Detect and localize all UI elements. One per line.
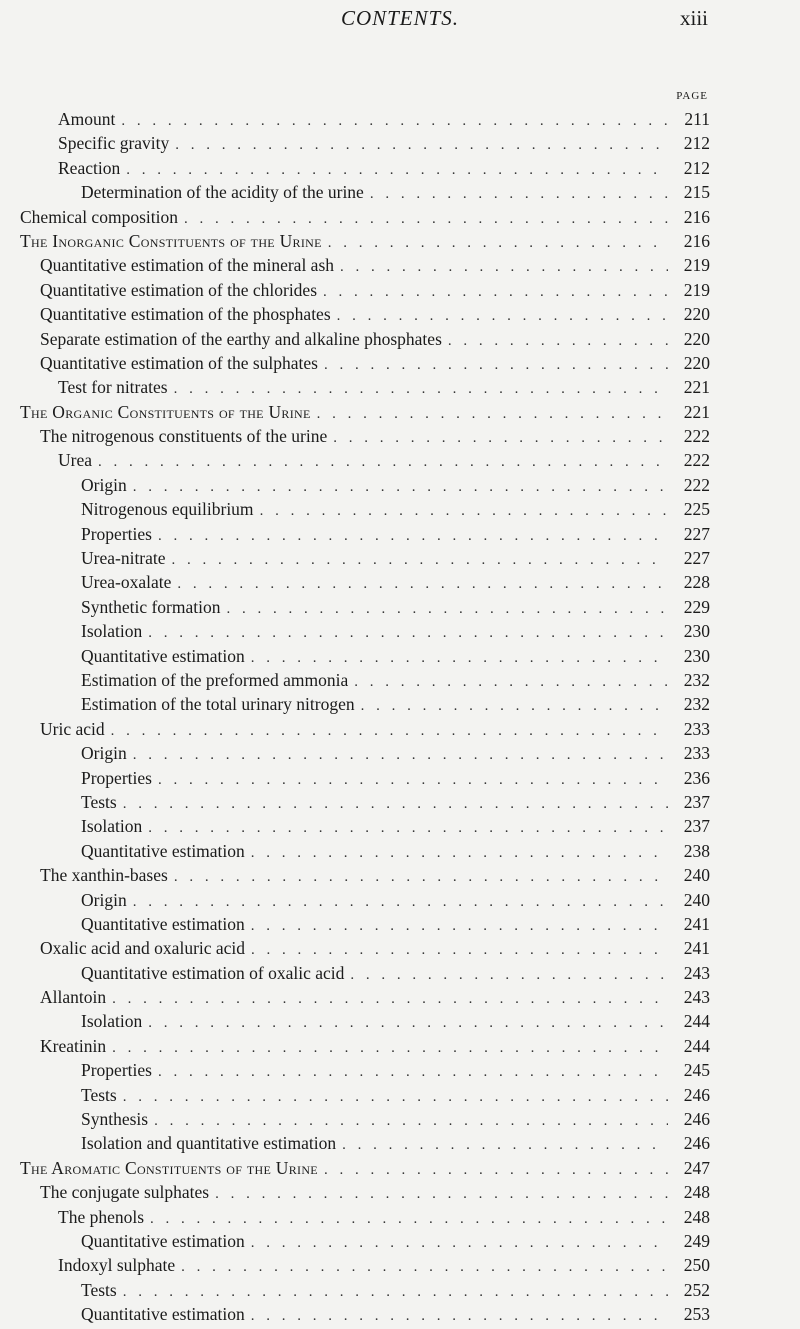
toc-entry-page: 240 <box>683 889 710 910</box>
toc-entry-page: 237 <box>683 816 710 837</box>
toc-entry-title: Kreatinin <box>40 1035 107 1056</box>
toc-entry-page: 243 <box>683 987 710 1008</box>
toc-entry-page: 227 <box>683 523 710 544</box>
dot-leader <box>123 1280 668 1304</box>
toc-entry-title: Properties <box>81 767 152 788</box>
toc-entry <box>20 961 710 985</box>
toc-entry-page: 253 <box>683 1304 710 1325</box>
dot-leader <box>251 938 668 962</box>
toc-entry-page: 247 <box>683 1157 710 1178</box>
toc-entry-title: The phenols <box>58 1206 145 1227</box>
toc-entry-page: 244 <box>683 1035 710 1056</box>
toc-entry-title: Isolation <box>81 621 143 642</box>
dot-leader <box>148 621 668 645</box>
dot-leader <box>260 499 668 523</box>
toc-entry-title: Quantitative estimation <box>81 840 245 861</box>
toc-entry <box>20 1253 710 1277</box>
dot-leader <box>337 304 668 328</box>
dot-leader <box>227 597 669 621</box>
toc-entry <box>20 1131 710 1155</box>
toc-entry <box>20 766 710 790</box>
toc-entry <box>20 375 710 399</box>
toc-entry-title: The conjugate sulphates <box>40 1182 210 1203</box>
dot-leader <box>340 255 668 279</box>
toc-entry-title: Quantitative estimation of the mineral ash <box>40 255 335 276</box>
toc-entry-page: 228 <box>683 572 710 593</box>
dot-leader <box>158 524 668 548</box>
toc-entry <box>20 936 710 960</box>
toc-entry-title: Quantitative estimation of the chlorides <box>40 279 318 300</box>
toc-entry-title: The Aromatic Constituents of the Urine <box>20 1157 318 1178</box>
toc-entry-page: 240 <box>683 865 710 886</box>
toc-entry <box>20 351 710 375</box>
toc-entry <box>20 1107 710 1131</box>
toc-entry <box>20 180 710 204</box>
toc-entry-title: Origin <box>81 889 127 910</box>
dot-leader <box>123 792 668 816</box>
toc-entry-title: Quantitative estimation <box>81 1230 245 1251</box>
toc-entry-title: Origin <box>81 743 127 764</box>
toc-entry-page: 221 <box>683 401 710 422</box>
toc-entry-page: 211 <box>684 109 710 129</box>
toc-entry-page: 220 <box>683 304 710 325</box>
dot-leader <box>154 1109 668 1133</box>
toc-entry <box>20 546 710 570</box>
dot-leader <box>133 475 668 499</box>
dot-leader <box>174 865 668 889</box>
dot-leader <box>215 1182 668 1206</box>
page-header <box>0 6 800 40</box>
toc-entry <box>20 131 710 155</box>
toc-entry <box>20 985 710 1009</box>
toc-entry-title: Tests <box>81 1279 117 1300</box>
toc-entry-title: Nitrogenous equilibrium <box>81 499 254 520</box>
toc-entry-title: Isolation <box>81 1011 143 1032</box>
toc-entry <box>20 790 710 814</box>
toc-entry-title: Isolation <box>81 816 143 837</box>
toc-entry <box>20 424 710 448</box>
dot-leader <box>251 1231 668 1255</box>
toc-entry-title: Reaction <box>58 157 121 178</box>
dot-leader <box>251 1304 668 1328</box>
toc-entry-title: Chemical composition <box>20 206 178 227</box>
dot-leader <box>126 158 668 182</box>
dot-leader <box>133 743 668 767</box>
toc-entry-page: 230 <box>683 645 710 666</box>
toc-entry-title: Quantitative estimation of the sulphates <box>40 352 318 373</box>
toc-entry-title: Quantitative estimation of the phosphates <box>40 304 331 325</box>
dot-leader <box>174 377 668 401</box>
toc-entry-title: Isolation and quantitative estimation <box>81 1133 337 1154</box>
toc-entry-page: 241 <box>683 913 710 934</box>
running-title: CONTENTS. <box>340 6 460 30</box>
toc-entry-title: Uric acid <box>40 718 105 739</box>
dot-leader <box>251 646 668 670</box>
toc-entry-page: 219 <box>683 279 710 300</box>
toc-entry <box>20 107 710 131</box>
toc-entry <box>20 400 710 424</box>
toc-entry-page: 248 <box>683 1182 710 1203</box>
toc-entry <box>20 595 710 619</box>
toc-entry-title: Specific gravity <box>58 133 170 154</box>
dot-leader <box>324 353 668 377</box>
toc-entry <box>20 1180 710 1204</box>
dot-leader <box>342 1133 668 1157</box>
toc-entry <box>20 1229 710 1253</box>
toc-entry-page: 252 <box>683 1279 710 1300</box>
toc-entry-page: 227 <box>683 548 710 569</box>
toc-entry-title: Allantoin <box>40 987 107 1008</box>
toc-entry-title: Tests <box>81 1084 117 1105</box>
toc-entry <box>20 1083 710 1107</box>
toc-entry-page: 216 <box>683 206 710 227</box>
toc-entry-title: Test for nitrates <box>58 377 168 398</box>
toc-entry-page: 225 <box>683 499 710 520</box>
toc-entry <box>20 1009 710 1033</box>
toc-entry <box>20 741 710 765</box>
toc-entry-page: 244 <box>683 1011 710 1032</box>
toc-entry-title: Quantitative estimation <box>81 913 245 934</box>
dot-leader <box>111 719 668 743</box>
dot-leader <box>324 1158 668 1182</box>
toc-entry-title: Urea-nitrate <box>81 548 166 569</box>
toc-entry-page: 232 <box>683 694 710 715</box>
dot-leader <box>123 1085 668 1109</box>
toc-entry-title: Urea-oxalate <box>81 572 172 593</box>
dot-leader <box>121 109 668 133</box>
toc-entry-title: Properties <box>81 523 152 544</box>
toc-entry <box>20 692 710 716</box>
toc-entry-page: 222 <box>683 450 710 471</box>
dot-leader <box>181 1255 668 1279</box>
toc-entry <box>20 814 710 838</box>
toc-entry <box>20 619 710 643</box>
dot-leader <box>317 402 668 426</box>
toc-entry-page: 243 <box>683 962 710 983</box>
toc-entry-title: Estimation of the total urinary nitrogen <box>81 694 355 715</box>
dot-leader <box>175 133 668 157</box>
toc-entry-title: Quantitative estimation <box>81 1304 245 1325</box>
toc-entry-page: 246 <box>683 1084 710 1105</box>
toc-entry-title: Determination of the acidity of the urine <box>81 182 364 203</box>
toc-entry <box>20 839 710 863</box>
toc-entry <box>20 497 710 521</box>
toc-entry-page: 229 <box>683 596 710 617</box>
toc-entry <box>20 912 710 936</box>
toc-entry-page: 215 <box>683 182 710 203</box>
toc-entry <box>20 1034 710 1058</box>
page-column-label: PAGE <box>676 90 708 102</box>
toc-entry-title: The Organic Constituents of the Urine <box>20 401 311 422</box>
toc-entry-title: Quantitative estimation of oxalic acid <box>81 962 345 983</box>
toc-entry <box>20 473 710 497</box>
toc-entry-page: 216 <box>683 230 710 251</box>
toc-entry-page: 245 <box>683 1060 710 1081</box>
dot-leader <box>370 182 668 206</box>
toc-entry-title: Tests <box>81 791 117 812</box>
toc-entry-page: 221 <box>683 377 710 398</box>
toc-entry <box>20 1278 710 1302</box>
dot-leader <box>177 572 668 596</box>
toc-entry-page: 212 <box>683 133 710 154</box>
toc-entry-page: 212 <box>683 157 710 178</box>
toc-entry <box>20 205 710 229</box>
dot-leader <box>158 1060 668 1084</box>
toc-entry-title: Synthesis <box>81 1109 149 1130</box>
toc-entry-page: 232 <box>683 669 710 690</box>
dot-leader <box>98 450 668 474</box>
dot-leader <box>448 329 668 353</box>
toc-entry-page: 237 <box>683 791 710 812</box>
dot-leader <box>150 1207 668 1231</box>
page-folio: xiii <box>679 6 708 30</box>
toc-entry-page: 249 <box>683 1230 710 1251</box>
toc-entry <box>20 668 710 692</box>
toc-entry <box>20 1156 710 1180</box>
toc-entry <box>20 1205 710 1229</box>
toc-entry-page: 238 <box>683 840 710 861</box>
toc-entry-title: The nitrogenous constituents of the urine <box>40 426 328 447</box>
toc-entry-page: 220 <box>683 352 710 373</box>
toc-entry-title: Amount <box>58 109 116 129</box>
toc-entry <box>20 1302 710 1326</box>
toc-entry <box>20 253 710 277</box>
toc-entry <box>20 863 710 887</box>
toc-entry-title: Separate estimation of the earthy and alkaline phosphates <box>40 328 442 349</box>
toc-entry <box>20 644 710 668</box>
toc-entry-title: Origin <box>81 474 127 495</box>
toc-entry-title: The xanthin-bases <box>40 865 168 886</box>
toc-entry <box>20 448 710 472</box>
toc-entry <box>20 717 710 741</box>
dot-leader <box>172 548 668 572</box>
toc-entry <box>20 1058 710 1082</box>
toc-entry <box>20 302 710 326</box>
toc-entry-page: 250 <box>683 1255 710 1276</box>
toc-entry-title: Urea <box>58 450 93 471</box>
toc-entry <box>20 327 710 351</box>
toc-entry-title: Oxalic acid and oxaluric acid <box>40 938 246 959</box>
dot-leader <box>112 1036 668 1060</box>
toc-entry <box>20 570 710 594</box>
toc-entry-title: Synthetic formation <box>81 596 221 617</box>
dot-leader <box>361 694 668 718</box>
dot-leader <box>251 841 668 865</box>
dot-leader <box>251 914 668 938</box>
dot-leader <box>354 670 668 694</box>
toc-entry-page: 246 <box>683 1133 710 1154</box>
dot-leader <box>350 963 668 987</box>
toc-entry-page: 220 <box>683 328 710 349</box>
toc-entry <box>20 522 710 546</box>
toc-entry-page: 222 <box>683 474 710 495</box>
toc-entry-title: Properties <box>81 1060 152 1081</box>
dot-leader <box>328 231 668 255</box>
dot-leader <box>133 890 668 914</box>
dot-leader <box>148 1011 668 1035</box>
toc-entry-page: 222 <box>683 426 710 447</box>
dot-leader <box>148 816 668 840</box>
toc-entry-title: Quantitative estimation <box>81 645 245 666</box>
toc-entry <box>20 156 710 180</box>
dot-leader <box>323 280 668 304</box>
toc-entry-page: 233 <box>683 743 710 764</box>
toc-entry-title: Indoxyl sulphate <box>58 1255 176 1276</box>
toc-entry-page: 246 <box>683 1109 710 1130</box>
toc-entry-page: 241 <box>683 938 710 959</box>
toc-entry-page: 233 <box>683 718 710 739</box>
dot-leader <box>184 207 668 231</box>
dot-leader <box>112 987 668 1011</box>
toc-entry-title: The Inorganic Constituents of the Urine <box>20 230 322 251</box>
toc-entry-page: 219 <box>683 255 710 276</box>
toc-entry <box>20 278 710 302</box>
dot-leader <box>158 768 668 792</box>
toc-entry-page: 236 <box>683 767 710 788</box>
toc-entry <box>20 888 710 912</box>
toc-entry-page: 230 <box>683 621 710 642</box>
toc-entry-title: Estimation of the preformed ammonia <box>81 669 349 690</box>
toc-entry <box>20 229 710 253</box>
dot-leader <box>333 426 668 450</box>
toc-entry-page: 248 <box>683 1206 710 1227</box>
table-of-contents <box>20 107 710 1327</box>
